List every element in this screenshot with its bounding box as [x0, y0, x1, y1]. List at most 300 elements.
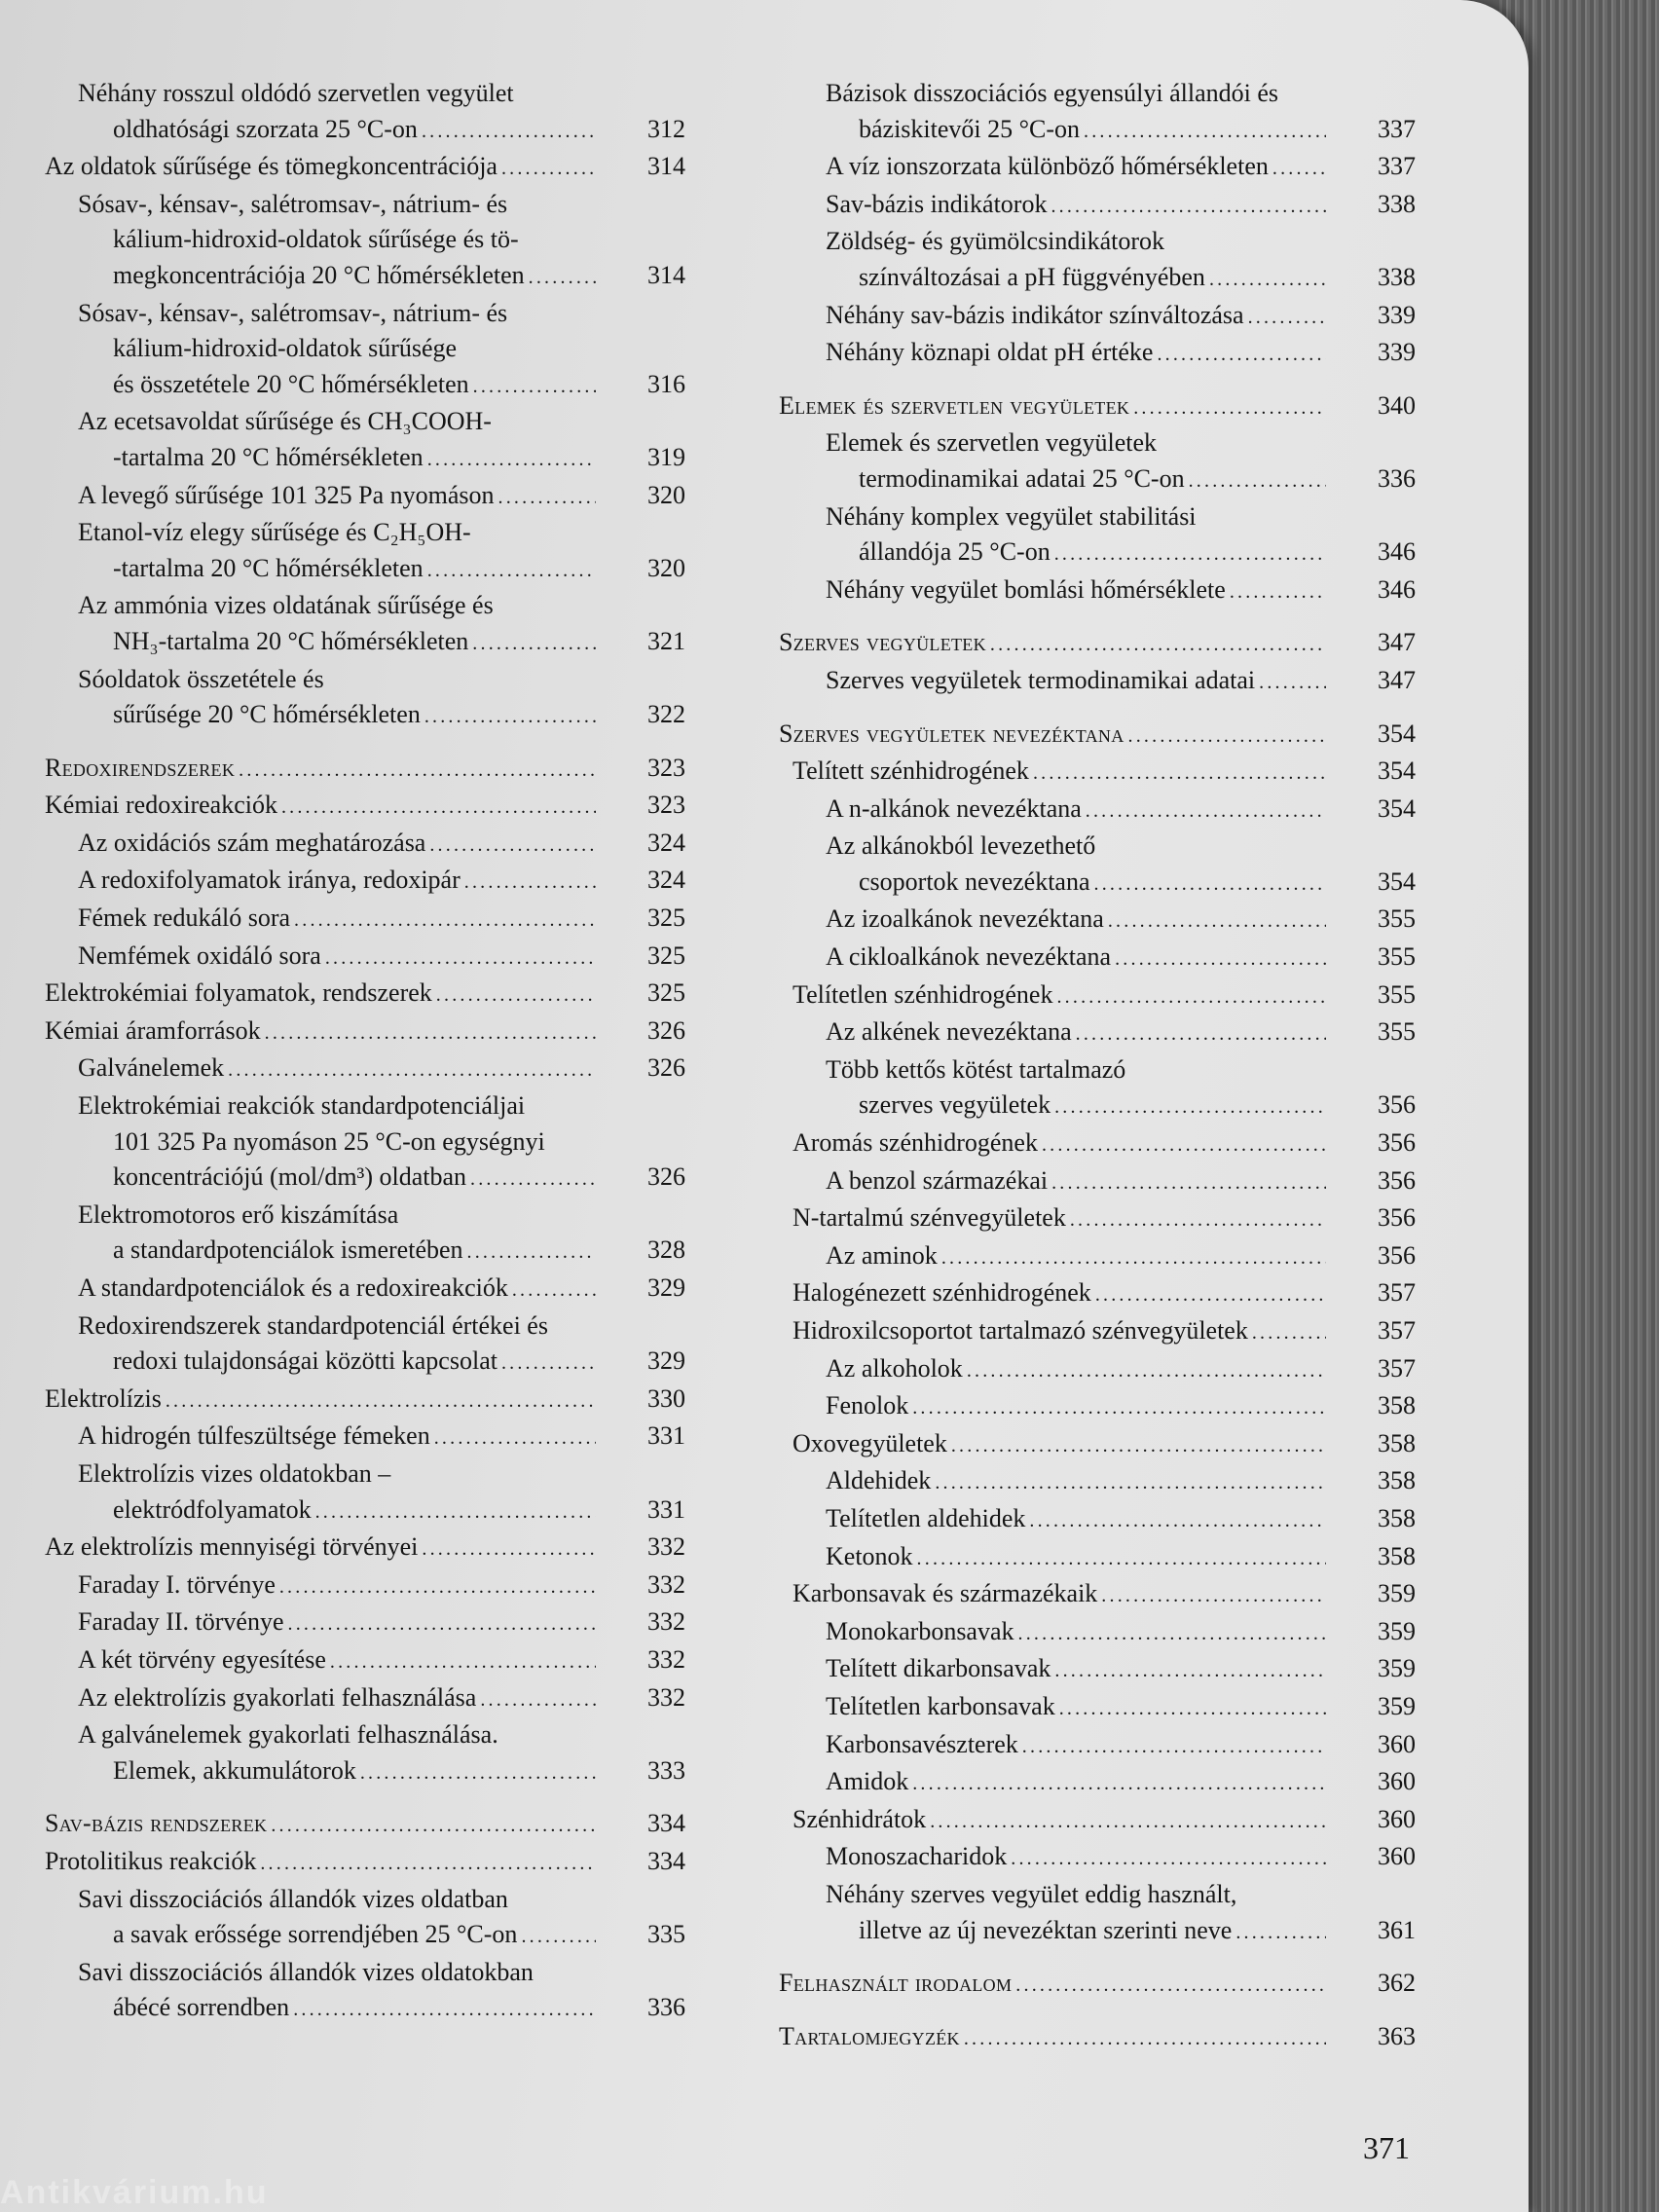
toc-entry-title-line: Az alkánokból levezethető: [826, 831, 1096, 861]
toc-entry: [779, 572, 1418, 610]
dot-leader: [1070, 1200, 1326, 1238]
toc-entry-title-line: Elemek és szervetlen vegyületek: [779, 390, 1130, 420]
toc-entry: [45, 1530, 687, 1567]
toc-page-number: 340: [1378, 390, 1416, 420]
toc-page-number: 356: [1378, 1090, 1416, 1120]
dot-leader: [239, 751, 596, 789]
toc-page-number: 354: [1378, 793, 1416, 823]
toc-page-number: 355: [1378, 942, 1416, 972]
toc-entry: [779, 76, 1418, 149]
toc-entry-title-line: szerves vegyületek: [859, 1090, 1051, 1120]
toc-entry: [45, 826, 687, 864]
toc-entry-title-line: Elektrokémiai folyamatok, rendszerek: [45, 978, 432, 1008]
dot-leader: [279, 1567, 596, 1605]
toc-page-number: 314: [647, 260, 685, 289]
page-number: 371: [1363, 2130, 1410, 2165]
toc-page-number: 361: [1378, 1915, 1416, 1944]
toc-entry-title-line: Amidok: [826, 1767, 909, 1796]
dot-leader: [1054, 1651, 1326, 1689]
dot-leader: [930, 1802, 1326, 1840]
toc-entry-title-line: termodinamikai adatai 25 °C-on: [859, 463, 1185, 493]
toc-entry: [779, 1351, 1418, 1389]
toc-page-number: 356: [1378, 1240, 1416, 1270]
toc-entry-title-line: kálium-hidroxid-oldatok sűrűsége: [113, 334, 458, 363]
toc-entry-title-line: Monokarbonsavak: [826, 1616, 1014, 1645]
toc-entry-title-line: A galvánelemek gyakorlati felhasználása.: [78, 1720, 498, 1750]
dot-leader: [360, 1753, 596, 1791]
dot-leader: [330, 1642, 596, 1680]
toc-page-number: 334: [647, 1809, 685, 1838]
toc-page-number: 354: [1378, 756, 1416, 786]
dot-leader: [1230, 572, 1326, 610]
toc-page-number: 347: [1378, 628, 1416, 657]
toc-page-number: 326: [647, 1015, 685, 1045]
toc-entry: [779, 1200, 1418, 1238]
toc-page-number: 336: [647, 1993, 685, 2022]
dot-leader: [467, 1233, 596, 1271]
toc-entry-title-line: Néhány rosszul oldódó szervetlen vegyület: [78, 79, 514, 107]
toc-entry-title-line: Az oldatok sűrűsége és tömegkoncentrációja: [45, 152, 498, 181]
toc-entry: [45, 404, 687, 477]
toc-page-number: 362: [1378, 1969, 1416, 1998]
dot-leader: [1248, 298, 1326, 336]
toc-page-number: 329: [647, 1346, 685, 1376]
toc-entry: [45, 76, 687, 149]
toc-entry-title-line: A levegő sűrűsége 101 325 Pa nyomáson: [78, 480, 495, 509]
dot-leader: [1033, 754, 1326, 792]
toc-entry-title-line: Az alkoholok: [826, 1353, 963, 1382]
dot-leader: [941, 1238, 1326, 1276]
dot-leader: [1209, 260, 1326, 298]
toc-entry-title-line: Fenolok: [826, 1391, 909, 1420]
dot-leader: [917, 1539, 1326, 1577]
toc-entry: [45, 1309, 687, 1382]
toc-page-number: 332: [647, 1532, 685, 1562]
toc-page-number: 359: [1378, 1654, 1416, 1683]
toc-entry-title-line: megkoncentrációja 20 °C hőmérsékleten: [113, 260, 525, 289]
dot-leader: [293, 1990, 596, 2028]
toc-entry-title-line: oldhatósági szorzata 25 °C-on: [113, 114, 418, 143]
toc-entry-title-line: Ketonok: [826, 1541, 913, 1570]
dot-leader: [470, 1160, 596, 1198]
dot-leader: [1157, 335, 1326, 373]
toc-entry: [779, 977, 1418, 1015]
dot-leader: [1022, 1727, 1326, 1765]
toc-page-number: 355: [1378, 904, 1416, 934]
toc-page-number: 356: [1378, 1128, 1416, 1158]
toc-entry: [45, 1419, 687, 1456]
dot-leader: [501, 149, 596, 187]
dot-leader: [1029, 1501, 1326, 1539]
toc-entry-title-line: Sav-bázis indikátorok: [826, 189, 1048, 218]
toc-entry: [45, 1680, 687, 1718]
toc-entry-title-line: redoxi tulajdonságai közötti kapcsolat: [113, 1346, 498, 1376]
toc-page-number: 358: [1378, 1466, 1416, 1495]
toc-page-number: 322: [647, 700, 685, 729]
toc-entry-title-line: Oxovegyületek: [793, 1428, 947, 1457]
toc-entry-title-line: Néhány szerves vegyület eddig használt,: [826, 1879, 1237, 1908]
toc-entry-title-line: Karbonsavészterek: [826, 1729, 1018, 1758]
toc-entry-title-line: és összetétele 20 °C hőmérsékleten: [113, 369, 469, 398]
toc-entry: [45, 788, 687, 826]
toc-entry-title-line: Tartalomjegyzék: [779, 2021, 960, 2050]
toc-entry: [779, 1052, 1418, 1125]
dot-leader: [480, 1680, 596, 1718]
toc-page-number: 331: [647, 1494, 685, 1524]
toc-page-number: 312: [647, 114, 685, 143]
toc-entry: [45, 901, 687, 939]
toc-page-number: 324: [647, 828, 685, 857]
toc-page-number: 355: [1378, 1017, 1416, 1047]
toc-entry: [779, 425, 1418, 498]
dot-leader: [472, 624, 596, 662]
toc-entry-title-line: Karbonsavak és származékaik: [793, 1579, 1098, 1608]
toc-entry-title-line: Az ecetsavoldat sűrűsége és CH₃COOH-: [78, 407, 492, 436]
toc-page-number: 324: [647, 866, 685, 895]
toc-entry-title-line: csoportok nevezéktana: [859, 866, 1090, 896]
toc-entry-title-line: Telített dikarbonsavak: [826, 1654, 1051, 1683]
toc-page-number: 359: [1378, 1616, 1416, 1645]
toc-page-number: 335: [647, 1920, 685, 1949]
toc-page-number: 339: [1378, 300, 1416, 329]
dot-leader: [1259, 663, 1326, 701]
toc-entry-title-line: Redoxirendszerek: [45, 753, 236, 782]
toc-entry-title-line: -tartalma 20 °C hőmérsékleten: [113, 442, 424, 471]
toc-entry: [45, 939, 687, 977]
toc-page-number: 359: [1378, 1691, 1416, 1720]
toc-entry-title-line: báziskitevői 25 °C-on: [859, 114, 1081, 143]
dot-leader: [1059, 1689, 1326, 1727]
toc-page-number: 336: [1378, 463, 1416, 493]
dot-leader: [288, 1604, 596, 1642]
toc-entry: [45, 1382, 687, 1419]
dot-leader: [912, 1764, 1326, 1802]
toc-entry-title-line: Az aminok: [826, 1240, 938, 1270]
toc-entry-title-line: állandója 25 °C-on: [859, 537, 1051, 567]
toc-entry-title-line: Sósav-, kénsav-, salétromsav-, nátrium- és: [78, 189, 508, 218]
toc-entry: [779, 1313, 1418, 1351]
toc-entry: [45, 1567, 687, 1605]
toc-page-number: 319: [647, 442, 685, 471]
toc-entry: [45, 478, 687, 516]
dot-leader: [967, 1351, 1326, 1389]
toc-section-heading: [45, 751, 687, 789]
toc-entry-title-line: Sóoldatok összetétele és: [78, 664, 324, 693]
toc-page-number: 357: [1378, 1278, 1416, 1308]
dot-leader: [1018, 1614, 1326, 1652]
toc-page-number: 346: [1378, 574, 1416, 604]
toc-entry-title-line: A cikloalkánok nevezéktana: [826, 942, 1112, 972]
dot-leader: [271, 1806, 596, 1844]
toc-entry: [779, 940, 1418, 977]
toc-section-heading: [779, 388, 1418, 426]
dot-leader: [1015, 1966, 1326, 2004]
toc-page-number: 332: [647, 1644, 685, 1674]
dot-leader: [315, 1493, 596, 1530]
toc-entry-title-line: A n-alkánok nevezéktana: [826, 793, 1082, 823]
dot-leader: [1252, 1313, 1326, 1351]
toc-entry-title-line: színváltozásai a pH függvényében: [859, 262, 1205, 291]
toc-entry-title-line: Halogénezett szénhidrogének: [793, 1278, 1091, 1308]
toc-entry: [779, 1238, 1418, 1276]
dot-leader: [990, 625, 1326, 663]
toc-page-number: 320: [647, 553, 685, 582]
toc-entry-title-line: Telített szénhidrogének: [793, 756, 1029, 786]
dot-leader: [1108, 902, 1326, 940]
dot-leader: [166, 1382, 596, 1419]
dot-leader: [1094, 865, 1326, 903]
toc-entry: [779, 1764, 1418, 1802]
toc-entry: [45, 296, 687, 405]
toc-page-number: 355: [1378, 979, 1416, 1009]
toc-left-column: [45, 76, 687, 2028]
toc-entry-title-line: Monoszacharidok: [826, 1842, 1008, 1871]
toc-page-number: 338: [1378, 262, 1416, 291]
toc-entry: [45, 976, 687, 1014]
toc-entry-title-line: Sav-bázis rendszerek: [45, 1809, 268, 1838]
dot-leader: [424, 697, 596, 735]
toc-entry: [45, 1642, 687, 1680]
dot-leader: [473, 367, 596, 405]
toc-entry: [779, 1614, 1418, 1652]
toc-entry: [779, 902, 1418, 940]
toc-entry-title-line: Az elektrolízis gyakorlati felhasználása: [78, 1682, 477, 1712]
toc-entry-title-line: Az oxidációs szám meghatározása: [78, 828, 426, 857]
toc-entry: [779, 1877, 1418, 1950]
toc-entry-title-line: Zöldség- és gyümölcsindikátorok: [826, 227, 1165, 256]
toc-entry-title-line: Elemek, akkumulátorok: [113, 1755, 356, 1785]
toc-entry: [779, 1388, 1418, 1426]
toc-entry-title-line: sűrűsége 20 °C hőmérsékleten: [113, 700, 421, 729]
toc-entry-title-line: Szénhidrátok: [793, 1804, 927, 1833]
dot-leader: [429, 826, 596, 864]
dot-leader: [281, 788, 596, 826]
toc-page-number: 337: [1378, 152, 1416, 181]
toc-entry-title-line: elektródfolyamatok: [113, 1494, 312, 1524]
toc-entry: [779, 829, 1418, 902]
toc-entry-title-line: Elektrokémiai reakciók standardpotenciáljai: [78, 1091, 526, 1121]
toc-page-number: 339: [1378, 338, 1416, 367]
toc-section-heading: [779, 1966, 1418, 2004]
toc-entry: [779, 1651, 1418, 1689]
toc-entry: [779, 1163, 1418, 1201]
toc-entry: [779, 224, 1418, 297]
toc-entry: [45, 1088, 687, 1198]
toc-entry: [45, 149, 687, 187]
toc-entry-title-line: Elektrolízis vizes oldatokban –: [78, 1458, 391, 1488]
toc-entry-title-line: 101 325 Pa nyomáson 25 °C-on egységnyi: [113, 1126, 545, 1156]
toc-entry: [779, 1014, 1418, 1052]
toc-entry: [779, 1275, 1418, 1313]
toc-entry-title-line: Elektrolízis: [45, 1383, 162, 1413]
toc-page-number: 363: [1378, 2021, 1416, 2050]
toc-page-number: 331: [647, 1421, 685, 1451]
toc-entry: [45, 1844, 687, 1882]
toc-entry-title-line: a savak erőssége sorrendjében 25 °C-on: [113, 1920, 518, 1949]
toc-entry: [779, 499, 1418, 572]
toc-entry: [779, 1463, 1418, 1501]
toc-entry-title-line: Faraday I. törvénye: [78, 1569, 276, 1599]
dot-leader: [436, 976, 596, 1014]
toc-page-number: 354: [1378, 866, 1416, 896]
toc-page-number: 357: [1378, 1316, 1416, 1345]
toc-entry-title-line: A víz ionszorzata különböző hőmérsékleten: [826, 152, 1269, 181]
toc-page-number: 358: [1378, 1541, 1416, 1570]
toc-entry-title-line: Telítetlen aldehidek: [826, 1503, 1026, 1532]
toc-entry: [45, 1955, 687, 2028]
toc-page-number: 314: [647, 152, 685, 181]
toc-entry-title-line: Elemek és szervetlen vegyületek: [826, 428, 1158, 458]
toc-entry: [779, 335, 1418, 373]
toc-page-number: 338: [1378, 189, 1416, 218]
toc-entry-title-line: Szerves vegyületek termodinamikai adatai: [826, 665, 1256, 694]
toc-entry-title-line: Kémiai áramforrások: [45, 1015, 261, 1045]
toc-page-number: 330: [647, 1383, 685, 1413]
dot-leader: [325, 939, 596, 977]
dot-leader: [512, 1271, 596, 1309]
toc-entry: [779, 1839, 1418, 1877]
toc-page-number: 360: [1378, 1729, 1416, 1758]
toc-page-number: 328: [647, 1235, 685, 1265]
toc-page-number: 321: [647, 626, 685, 655]
toc-page-number: 360: [1378, 1842, 1416, 1871]
dot-leader: [935, 1463, 1326, 1501]
toc-page-number: 334: [647, 1846, 685, 1875]
dot-leader: [1054, 1088, 1326, 1125]
dot-leader: [422, 1530, 596, 1567]
toc-entry-title-line: Redoxirendszerek standardpotenciál értékei és: [78, 1310, 548, 1340]
toc-entry-title-line: Szerves vegyületek nevezéktana: [779, 719, 1124, 748]
toc-entry-title-line: Telítetlen karbonsavak: [826, 1691, 1055, 1720]
toc-entry-title-line: NH₃-tartalma 20 °C hőmérsékleten: [113, 626, 469, 655]
toc-page-number: 360: [1378, 1804, 1416, 1833]
toc-page-number: 357: [1378, 1353, 1416, 1382]
toc-entry: [779, 754, 1418, 792]
toc-entry: [45, 187, 687, 296]
toc-entry-title-line: Az ammónia vizes oldatának sűrűsége és: [78, 591, 494, 620]
toc-entry: [45, 1604, 687, 1642]
toc-entry-title-line: Fémek redukáló sora: [78, 903, 291, 933]
toc-entry-title-line: kálium-hidroxid-oldatok sűrűsége és tö-: [113, 225, 519, 254]
toc-entry: [45, 515, 687, 588]
toc-entry: [779, 792, 1418, 830]
toc-page-number: 323: [647, 753, 685, 782]
dot-leader: [498, 478, 596, 516]
toc-entry-title-line: a standardpotenciálok ismeretében: [113, 1235, 463, 1265]
toc-entry-title-line: A standardpotenciálok és a redoxireakciók: [78, 1273, 508, 1302]
dot-leader: [427, 551, 596, 589]
toc-page-number: 359: [1378, 1579, 1416, 1608]
dot-leader: [1051, 187, 1326, 225]
toc-entry: [779, 1539, 1418, 1577]
toc-entry-title-line: Néhány sav-bázis indikátor színváltozása: [826, 300, 1244, 329]
dot-leader: [951, 1426, 1326, 1464]
toc-entry: [45, 588, 687, 661]
dot-leader: [228, 1051, 596, 1088]
toc-section-heading: [779, 625, 1418, 663]
toc-page-number: 326: [647, 1053, 685, 1083]
dot-leader: [1054, 535, 1326, 572]
toc-entry-title-line: A két törvény egyesítése: [78, 1644, 326, 1674]
dot-leader: [529, 258, 596, 296]
toc-page-number: 325: [647, 978, 685, 1008]
toc-entry-title-line: Hidroxilcsoportot tartalmazó szénvegyületek: [793, 1316, 1248, 1345]
dot-leader: [912, 1388, 1326, 1426]
toc-entry-title-line: Elektromotoros erő kiszámítása: [78, 1199, 399, 1229]
toc-entry-title-line: Az elektrolízis mennyiségi törvényei: [45, 1532, 419, 1562]
toc-entry-title-line: ábécé sorrendben: [113, 1993, 290, 2022]
toc-entry: [779, 1689, 1418, 1727]
dot-leader: [1086, 792, 1326, 830]
toc-entry-title-line: Telítetlen szénhidrogének: [793, 979, 1053, 1009]
dot-leader: [964, 2019, 1326, 2057]
toc-page-number: 326: [647, 1162, 685, 1192]
dot-leader: [1235, 1913, 1326, 1951]
dot-leader: [434, 1419, 596, 1456]
toc-page-number: 356: [1378, 1203, 1416, 1233]
toc-entry-title-line: A benzol származékai: [826, 1165, 1049, 1195]
toc-entry: [45, 1271, 687, 1309]
toc-entry-title-line: Néhány komplex vegyület stabilitási: [826, 501, 1197, 531]
toc-entry-title-line: illetve az új nevezéktan szerinti neve: [859, 1915, 1233, 1944]
dot-leader: [1272, 149, 1326, 187]
toc-page-number: 323: [647, 791, 685, 820]
dot-leader: [1128, 717, 1326, 755]
toc-entry-title-line: Több kettős kötést tartalmazó: [826, 1054, 1126, 1084]
toc-page-number: 337: [1378, 114, 1416, 143]
toc-entry-title-line: Galvánelemek: [78, 1053, 225, 1083]
toc-entry: [45, 1882, 687, 1955]
toc-entry-title-line: Savi disszociációs állandók vizes oldatokban: [78, 1957, 534, 1986]
toc-entry-title-line: Néhány köznapi oldat pH értéke: [826, 338, 1154, 367]
toc-entry-title-line: Etanol-víz elegy sűrűsége és C₂H₅OH-: [78, 518, 471, 547]
toc-entry: [779, 1727, 1418, 1765]
toc-entry-title-line: A hidrogén túlfeszültsége fémeken: [78, 1421, 430, 1451]
toc-entry: [779, 1501, 1418, 1539]
toc-entry-title-line: Az izoalkánok nevezéktana: [826, 904, 1104, 934]
toc-entry-title-line: Bázisok disszociációs egyensúlyi állandói és: [826, 79, 1279, 107]
toc-entry-title-line: Faraday II. törvénye: [78, 1607, 284, 1637]
toc-page-number: 347: [1378, 665, 1416, 694]
toc-entry: [45, 662, 687, 735]
toc-page-number: 356: [1378, 1165, 1416, 1195]
toc-entry-title-line: A redoxifolyamatok iránya, redoxipár: [78, 866, 461, 895]
toc-entry: [45, 1198, 687, 1271]
toc-page-number: 358: [1378, 1428, 1416, 1457]
dot-leader: [464, 863, 596, 901]
toc-entry: [779, 663, 1418, 701]
toc-page-number: 320: [647, 480, 685, 509]
toc-page-number: 329: [647, 1273, 685, 1302]
dot-leader: [294, 901, 596, 939]
toc-entry: [779, 1576, 1418, 1614]
dot-leader: [1011, 1839, 1326, 1877]
toc-entry: [45, 1717, 687, 1790]
toc-right-column: [779, 76, 1418, 2056]
toc-entry-title-line: Felhasznált irodalom: [779, 1969, 1013, 1998]
toc-entry-title-line: Aromás szénhidrogének: [793, 1128, 1038, 1158]
dot-leader: [501, 1344, 596, 1382]
toc-entry: [779, 1802, 1418, 1840]
toc-page-number: 354: [1378, 719, 1416, 748]
toc-entry: [779, 149, 1418, 187]
toc-section-heading: [779, 717, 1418, 755]
toc-entry-title-line: Szerves vegyületek: [779, 628, 986, 657]
dot-leader: [521, 1917, 596, 1955]
dot-leader: [427, 440, 596, 478]
toc-page-number: 333: [647, 1755, 685, 1785]
dot-leader: [1076, 1014, 1326, 1052]
